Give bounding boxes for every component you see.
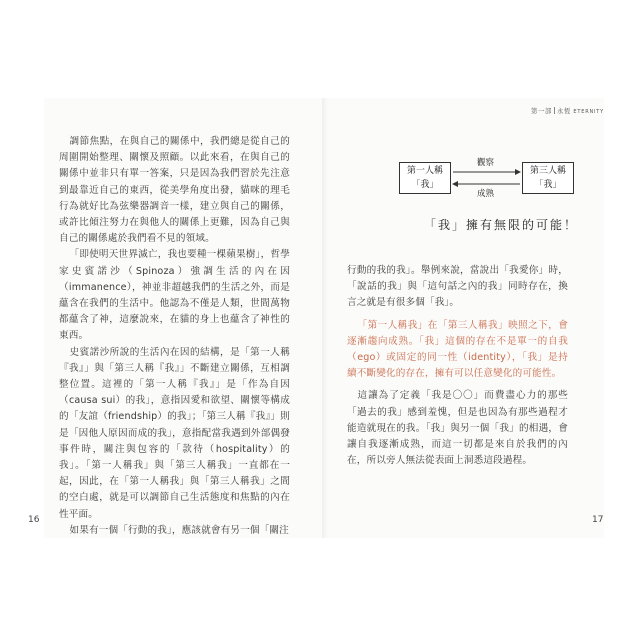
- first-person-box-line-1: 第一人稱: [406, 166, 443, 176]
- right-page-text: [347, 263, 568, 469]
- right-paragraph-2-highlight: 「第一人稱我」在「第三人稱我」映照之下，會逐漸趨向成熟。「我」這個的存在不是單一的自我（ego）或固定的同一性（identity），「我」是持續不斷變化的存在，擁有可以任意變化的可能性。: [347, 319, 568, 380]
- right-paragraph-3: 這讓為了定義「我是〇〇」而費盡心力的那些「過去的我」感到羞愧，但是也因為有那些過程才能造就現在的我。「我」與另一個「我」的相遇，會讓自我逐漸成熟，而這一切都是來自於我們的內在，所以旁人無法從表面上洞悉這段過程。: [347, 390, 568, 467]
- left-paragraph-4: 如果有一個「行動的我」，應該就會有另一個「關注: [69, 524, 289, 536]
- arrow-label-observe: 觀察: [477, 158, 495, 168]
- left-page-text: [59, 134, 290, 539]
- first-person-box-line-2: 「我」: [411, 180, 439, 190]
- running-head-divider: [554, 107, 555, 114]
- page-number-left: 16: [28, 515, 40, 525]
- self-relation-diagram: [399, 154, 574, 214]
- running-head: [531, 106, 604, 115]
- diagram-caption: 「我」擁有無限的可能！: [424, 218, 579, 232]
- running-head-title: 永恆: [556, 107, 571, 115]
- right-page: [324, 98, 604, 538]
- left-page: [28, 98, 324, 538]
- left-paragraph-2: 「即使明天世界滅亡，我也要種一棵蘋果樹」，哲學家史賓諾沙（Spinoza）強調生活的內在因（immanence），神並非超越我們的生活之外，而是蘊含在我們的生活中。他認為不僅是人類，世間萬物都蘊含了神，這麼說來，在貓的身上也蘊含了神性的東西。: [59, 249, 290, 342]
- running-head-part: 第一部: [530, 107, 552, 115]
- page-number-right: 17: [592, 515, 604, 525]
- running-head-english: ETERNITY: [573, 109, 604, 115]
- third-person-box-line-2: 「我」: [534, 180, 562, 190]
- right-paragraph-1: 行動的我的我」。舉例來說，當說出「我愛你」時，「說話的我」與「這句話之內的我」同時存在，換言之就是有很多個「我」。: [347, 265, 568, 309]
- book-spread: [28, 98, 604, 538]
- arrow-label-mature: 成熟: [477, 189, 495, 199]
- left-paragraph-1: 調節焦點，在與自己的關係中，我們總是從自己的周圍開始整理、關懷及照顧。以此來看，在與自己的關係中並非只有單一答案，只是因為我們習於先注意到最靠近自己的東西，從美學角度出發，貓咪的理毛行為就好比為弦樂器調音一樣，建立與自己的關係，或許比傾注努力在與他人的關係上更難，因為自己與自己的關係處於我們看不見的領域。: [59, 136, 290, 245]
- left-paragraph-3: 史賓諾沙所說的生活內在因的結構，是「第一人稱『我』」與「第三人稱『我』」不斷建立關係，互相調整位置。這裡的「第一人稱『我』」是「作為自因（causa sui）的我」，意指因愛和欲望、關懷等構成的「友誼（friendship）的我」；「第三人稱『我』」則是「因他人原因而成的我」，意指配當我遇到外部偶發事件時，關注與包容的「款待（hospitality）的我」。「第一人稱我」與「第三人稱我」一直都在一起，因此，在「第一人稱我」與「第三人稱我」之間的空白處，就是可以調節自己生活態度和焦點的內在性平面。: [59, 346, 290, 520]
- third-person-box-line-1: 第三人稱: [529, 166, 566, 176]
